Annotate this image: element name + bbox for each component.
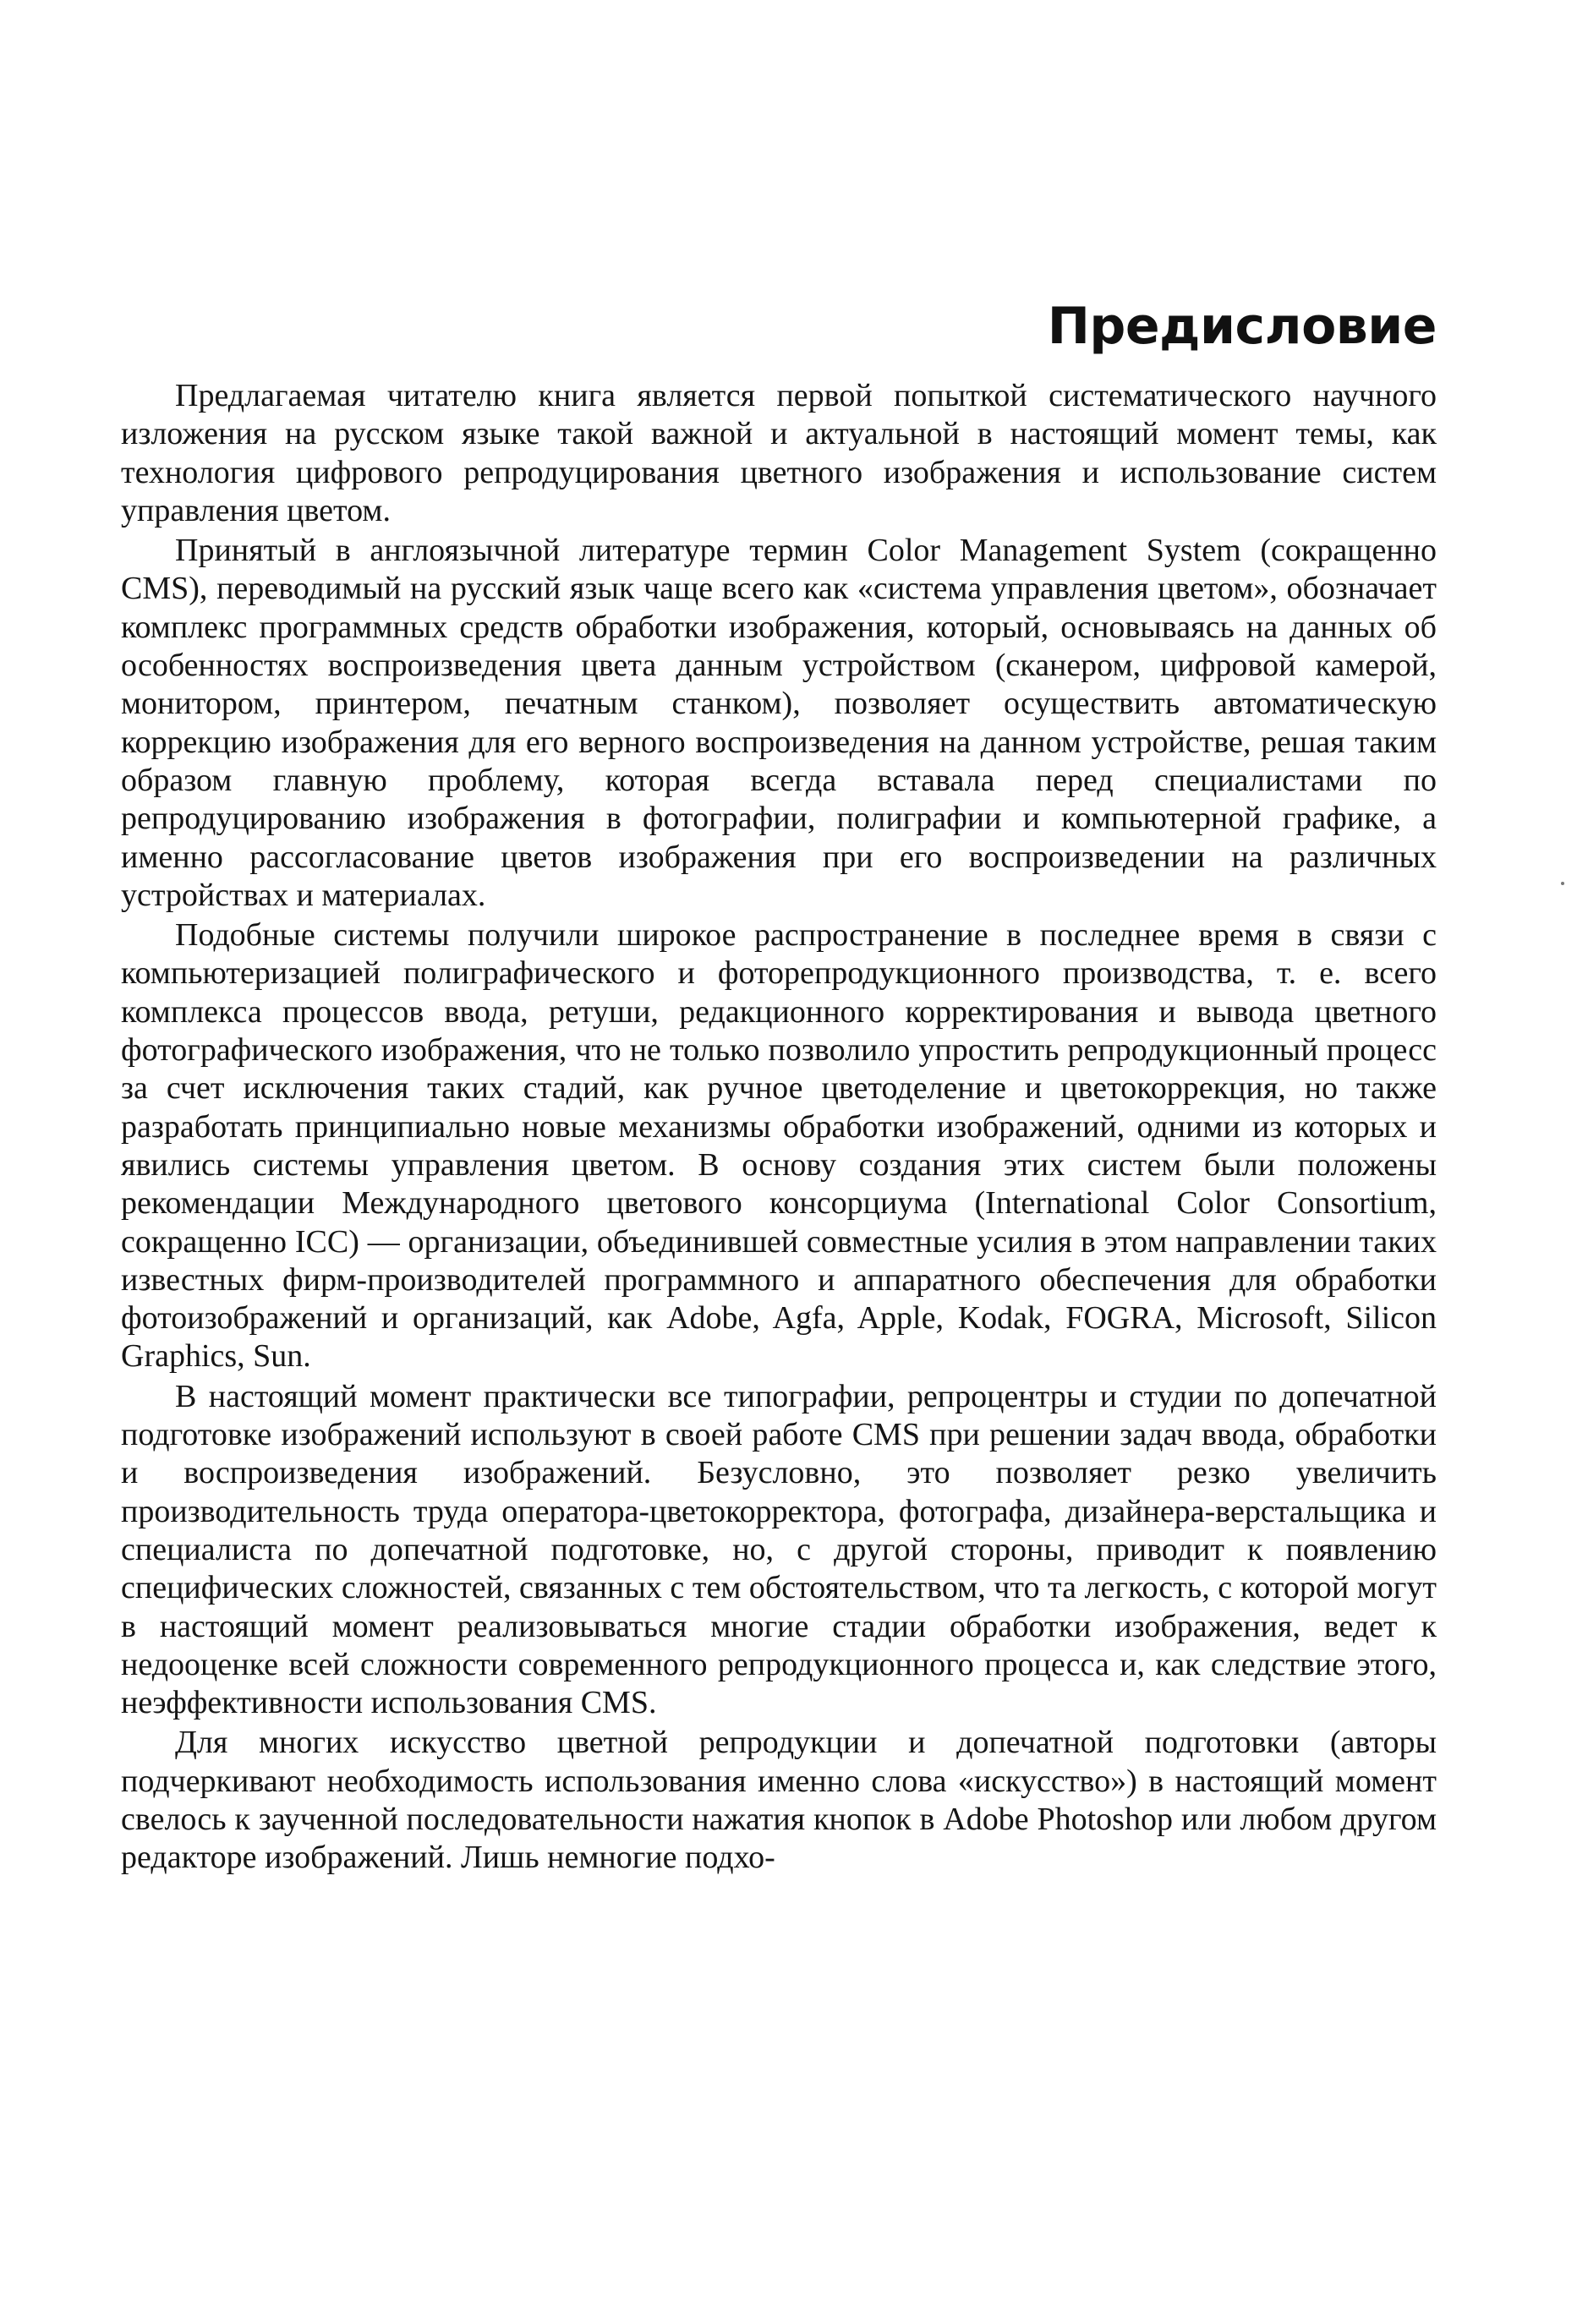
paragraph-5: Для многих искусство цветной репродукции и допечатной подготовки (авторы подчеркивают необходимость использования именно слова «искусство») в настоящий момент свелось к заученной последовательности нажатия кнопок в Adobe Photoshop или любом другом редакторе изображений. Лишь немногие подхо- <box>121 1725 1437 1876</box>
paragraph-2: Принятый в англоязычной литературе термин Color Management System (сокращенно CMS), переводимый на русский язык чаще всего как «система управления цветом», обозначает комплекс программных средств обработки изображения, который, основываясь на данных об особенностях воспроизведения цвета данным устройством (сканером, цифровой камерой, монитором, принтером, печатным станком), позволяет осуществить автоматическую коррекцию изображения для его верного воспроизведения на данном устройстве, решая таким образом главную проблему, которая всегда вставала перед специалистами по репродуцированию изображения в фотографии, полиграфии и компьютерной графике, а именно рассогласование цветов изображения при его воспроизведении на различных устройствах и материалах. <box>121 533 1437 913</box>
scan-speck <box>1561 882 1564 885</box>
chapter-title: Предисловие <box>1047 297 1437 356</box>
paragraph-1: Предлагаемая читателю книга является первой попыткой систематического научного изложения на русском языке такой важной и актуальной в настоящий момент темы, как технология цифрового репродуцирования цветного изображения и использование систем управления цветом. <box>121 378 1437 528</box>
paragraph-3: Подобные системы получили широкое распространение в последнее время в связи с компьютеризацией полиграфического и фоторепродукционного производства, т. е. всего комплекса процессов ввода, ретуши, редакционного корректирования и вывода цветного фотографического изображения, что не только позволило упростить репродукционный процесс за счет исключения таких стадий, как ручное цветоделение и цветокоррекция, но также разработать принципиально новые механизмы обработки изображений, одними из которых и явились системы управления цветом. В основу создания этих систем были положены рекомендации Международного цветового консорциума (International Color Consortium, сокращенно ICC) — организации, объединившей совместные усилия в этом направлении таких известных фирм-производителей программного и аппаратного обеспечения для обработки фотоизображений и организаций, как Adobe, Agfa, Apple, Kodak, FOGRA, Microsoft, Silicon Graphics, Sun. <box>121 917 1437 1375</box>
body-text <box>121 377 1437 1878</box>
paragraph-4: В настоящий момент практически все типографии, репроцентры и студии по допечатной подготовке изображений используют в своей работе CMS при решении задач ввода, обработки и воспроизведения изображений. Безусловно, это позволяет резко увеличить производительность труда оператора-цветокорректора, фотографа, дизайнера-верстальщика и специалиста по допечатной подготовке, но, с другой стороны, приводит к появлению специфических сложностей, связанных с тем обстоятельством, что та легкость, с которой могут в настоящий момент реализовываться многие стадии обработки изображения, ведет к недооценке всей сложности современного репродукционного процесса и, как следствие этого, неэффективности использования CMS. <box>121 1378 1437 1721</box>
